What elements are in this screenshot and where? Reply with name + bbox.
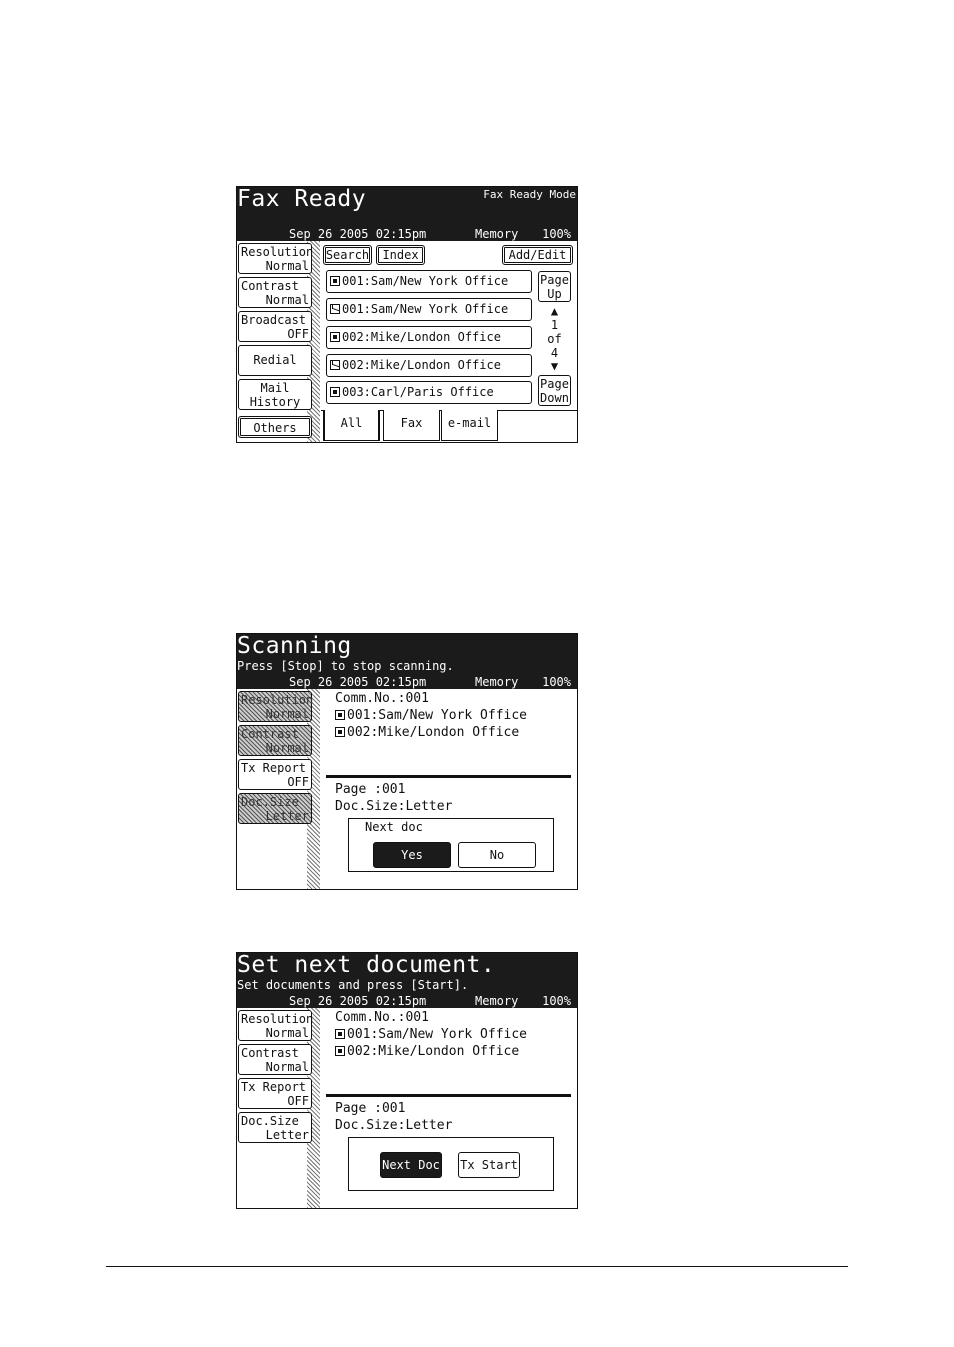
screen-title: Scanning <box>237 633 352 659</box>
button-value: Letter <box>265 809 309 823</box>
comm-number: Comm.No.:001 <box>335 691 429 706</box>
fax-icon <box>335 727 345 737</box>
button-label-2: Up <box>547 287 562 301</box>
tab-all[interactable]: All <box>323 410 380 441</box>
button-value: Normal <box>265 259 309 273</box>
entry-label: 003:Carl/Paris Office <box>342 385 494 399</box>
page-of: of <box>547 332 562 346</box>
button-label: Page <box>540 377 569 391</box>
tx-start-button[interactable]: Tx Start <box>458 1152 520 1178</box>
divider <box>326 775 571 778</box>
destination-item <box>335 707 527 724</box>
button-value: Normal <box>265 1026 309 1040</box>
fax-icon <box>335 1046 345 1056</box>
button-value: OFF <box>287 1094 309 1108</box>
memory-label: Memory <box>475 994 519 1008</box>
address-entry[interactable] <box>326 298 532 321</box>
fax-icon <box>335 710 345 720</box>
tx-report-button[interactable] <box>238 1078 312 1109</box>
mode-label: Fax Ready Mode <box>483 188 576 201</box>
filter-tabs <box>321 410 577 442</box>
broadcast-button[interactable] <box>238 311 312 342</box>
address-entry[interactable] <box>326 326 532 349</box>
resolution-button[interactable] <box>238 1010 312 1041</box>
date-time: Sep 26 2005 02:15pm <box>289 227 427 241</box>
no-button[interactable]: No <box>458 842 536 868</box>
button-label: Page <box>540 273 569 287</box>
screen-header <box>237 634 577 689</box>
memory-percent: 100% <box>542 227 571 241</box>
tab-email[interactable]: e-mail <box>441 410 498 441</box>
up-arrow-icon: ▲ <box>550 304 559 318</box>
screen-header <box>237 187 577 241</box>
button-label: Doc.Size <box>241 795 299 809</box>
page-total: 4 <box>550 346 559 360</box>
tab-fax[interactable]: Fax <box>383 410 440 441</box>
index-button[interactable]: Index <box>376 245 425 265</box>
button-value: Letter <box>265 1128 309 1142</box>
memory-label: Memory <box>475 227 519 241</box>
next-doc-panel <box>348 818 554 872</box>
destination-label: 002:Mike/London Office <box>347 725 520 740</box>
contrast-button[interactable] <box>238 1044 312 1075</box>
mail-history-button[interactable] <box>238 379 312 410</box>
destination-label: 002:Mike/London Office <box>347 1044 520 1059</box>
button-value: Normal <box>265 741 309 755</box>
page-footer-rule <box>106 1266 848 1267</box>
button-label: Broadcast <box>241 313 307 327</box>
doc-size: Doc.Size:Letter <box>335 799 453 814</box>
destination-label: 001:Sam/New York Office <box>347 708 528 723</box>
address-entry[interactable] <box>326 381 532 404</box>
button-label-2: History <box>249 395 301 409</box>
button-label: Resolution <box>241 1012 314 1026</box>
redial-button[interactable]: Redial <box>238 345 312 376</box>
doc-size: Doc.Size:Letter <box>335 1118 453 1133</box>
search-button[interactable]: Search <box>323 245 372 265</box>
entry-label: 001:Sam/New York Office <box>342 302 509 316</box>
divider <box>326 1094 571 1097</box>
tx-report-button[interactable] <box>238 759 312 790</box>
next-doc-button[interactable]: Next Doc <box>380 1152 442 1178</box>
comm-number: Comm.No.:001 <box>335 1010 429 1025</box>
button-value: Normal <box>265 1060 309 1074</box>
date-time: Sep 26 2005 02:15pm <box>289 994 427 1008</box>
address-entry[interactable] <box>326 354 532 377</box>
entry-label: 002:Mike/London Office <box>342 358 501 372</box>
button-value: Normal <box>265 293 309 307</box>
button-label: Mail <box>260 381 290 395</box>
fax-icon <box>330 276 340 286</box>
contrast-button[interactable] <box>238 277 312 308</box>
fax-icon <box>330 332 340 342</box>
button-value: Normal <box>265 707 309 721</box>
fax-icon <box>335 1029 345 1039</box>
mail-icon <box>330 360 340 370</box>
page-down-button[interactable] <box>538 375 571 406</box>
resolution-button <box>238 691 312 722</box>
screen-title: Set next document. <box>237 952 496 978</box>
down-arrow-icon: ▼ <box>550 359 559 373</box>
entry-label: 001:Sam/New York Office <box>342 274 509 288</box>
address-entry[interactable] <box>326 270 532 293</box>
button-label: Resolution <box>241 693 314 707</box>
screen-title: Fax Ready <box>237 186 367 212</box>
button-value: OFF <box>287 327 309 341</box>
destination-item <box>335 1043 519 1060</box>
page-up-button[interactable] <box>538 271 571 302</box>
button-label: Tx Report <box>241 1080 307 1094</box>
screen-subtitle: Press [Stop] to stop scanning. <box>237 659 454 673</box>
button-label: Contrast <box>241 727 299 741</box>
contrast-button <box>238 725 312 756</box>
entry-label: 002:Mike/London Office <box>342 330 501 344</box>
next-doc-prompt: Next doc <box>365 820 423 834</box>
button-label: Contrast <box>241 279 299 293</box>
add-edit-button[interactable]: Add/Edit <box>502 245 573 265</box>
button-label-2: Down <box>540 391 569 405</box>
doc-size-button[interactable] <box>238 1112 312 1143</box>
date-time: Sep 26 2005 02:15pm <box>289 675 427 689</box>
button-label: Tx Report <box>241 761 307 775</box>
fax-ready-screen <box>236 186 578 443</box>
destination-item <box>335 724 519 741</box>
yes-button[interactable]: Yes <box>373 842 451 868</box>
destination-label: 001:Sam/New York Office <box>347 1027 528 1042</box>
doc-size-button <box>238 793 312 824</box>
memory-percent: 100% <box>542 994 571 1008</box>
screen-subtitle: Set documents and press [Start]. <box>237 978 469 992</box>
set-next-document-screen <box>236 952 578 1209</box>
screen-header <box>237 953 577 1008</box>
fax-icon <box>330 387 340 397</box>
button-label: Doc.Size <box>241 1114 299 1128</box>
button-label: Resolution <box>241 245 314 259</box>
page-current: 1 <box>550 318 559 332</box>
scanning-screen <box>236 633 578 890</box>
page-count: Page :001 <box>335 1101 406 1116</box>
next-doc-panel <box>348 1137 554 1191</box>
memory-percent: 100% <box>542 675 571 689</box>
others-button[interactable]: Others <box>238 416 312 438</box>
page-count: Page :001 <box>335 782 406 797</box>
memory-label: Memory <box>475 675 519 689</box>
destination-item <box>335 1026 527 1043</box>
button-label: Contrast <box>241 1046 299 1060</box>
mail-icon <box>330 304 340 314</box>
button-value: OFF <box>287 775 309 789</box>
resolution-button[interactable] <box>238 243 312 274</box>
